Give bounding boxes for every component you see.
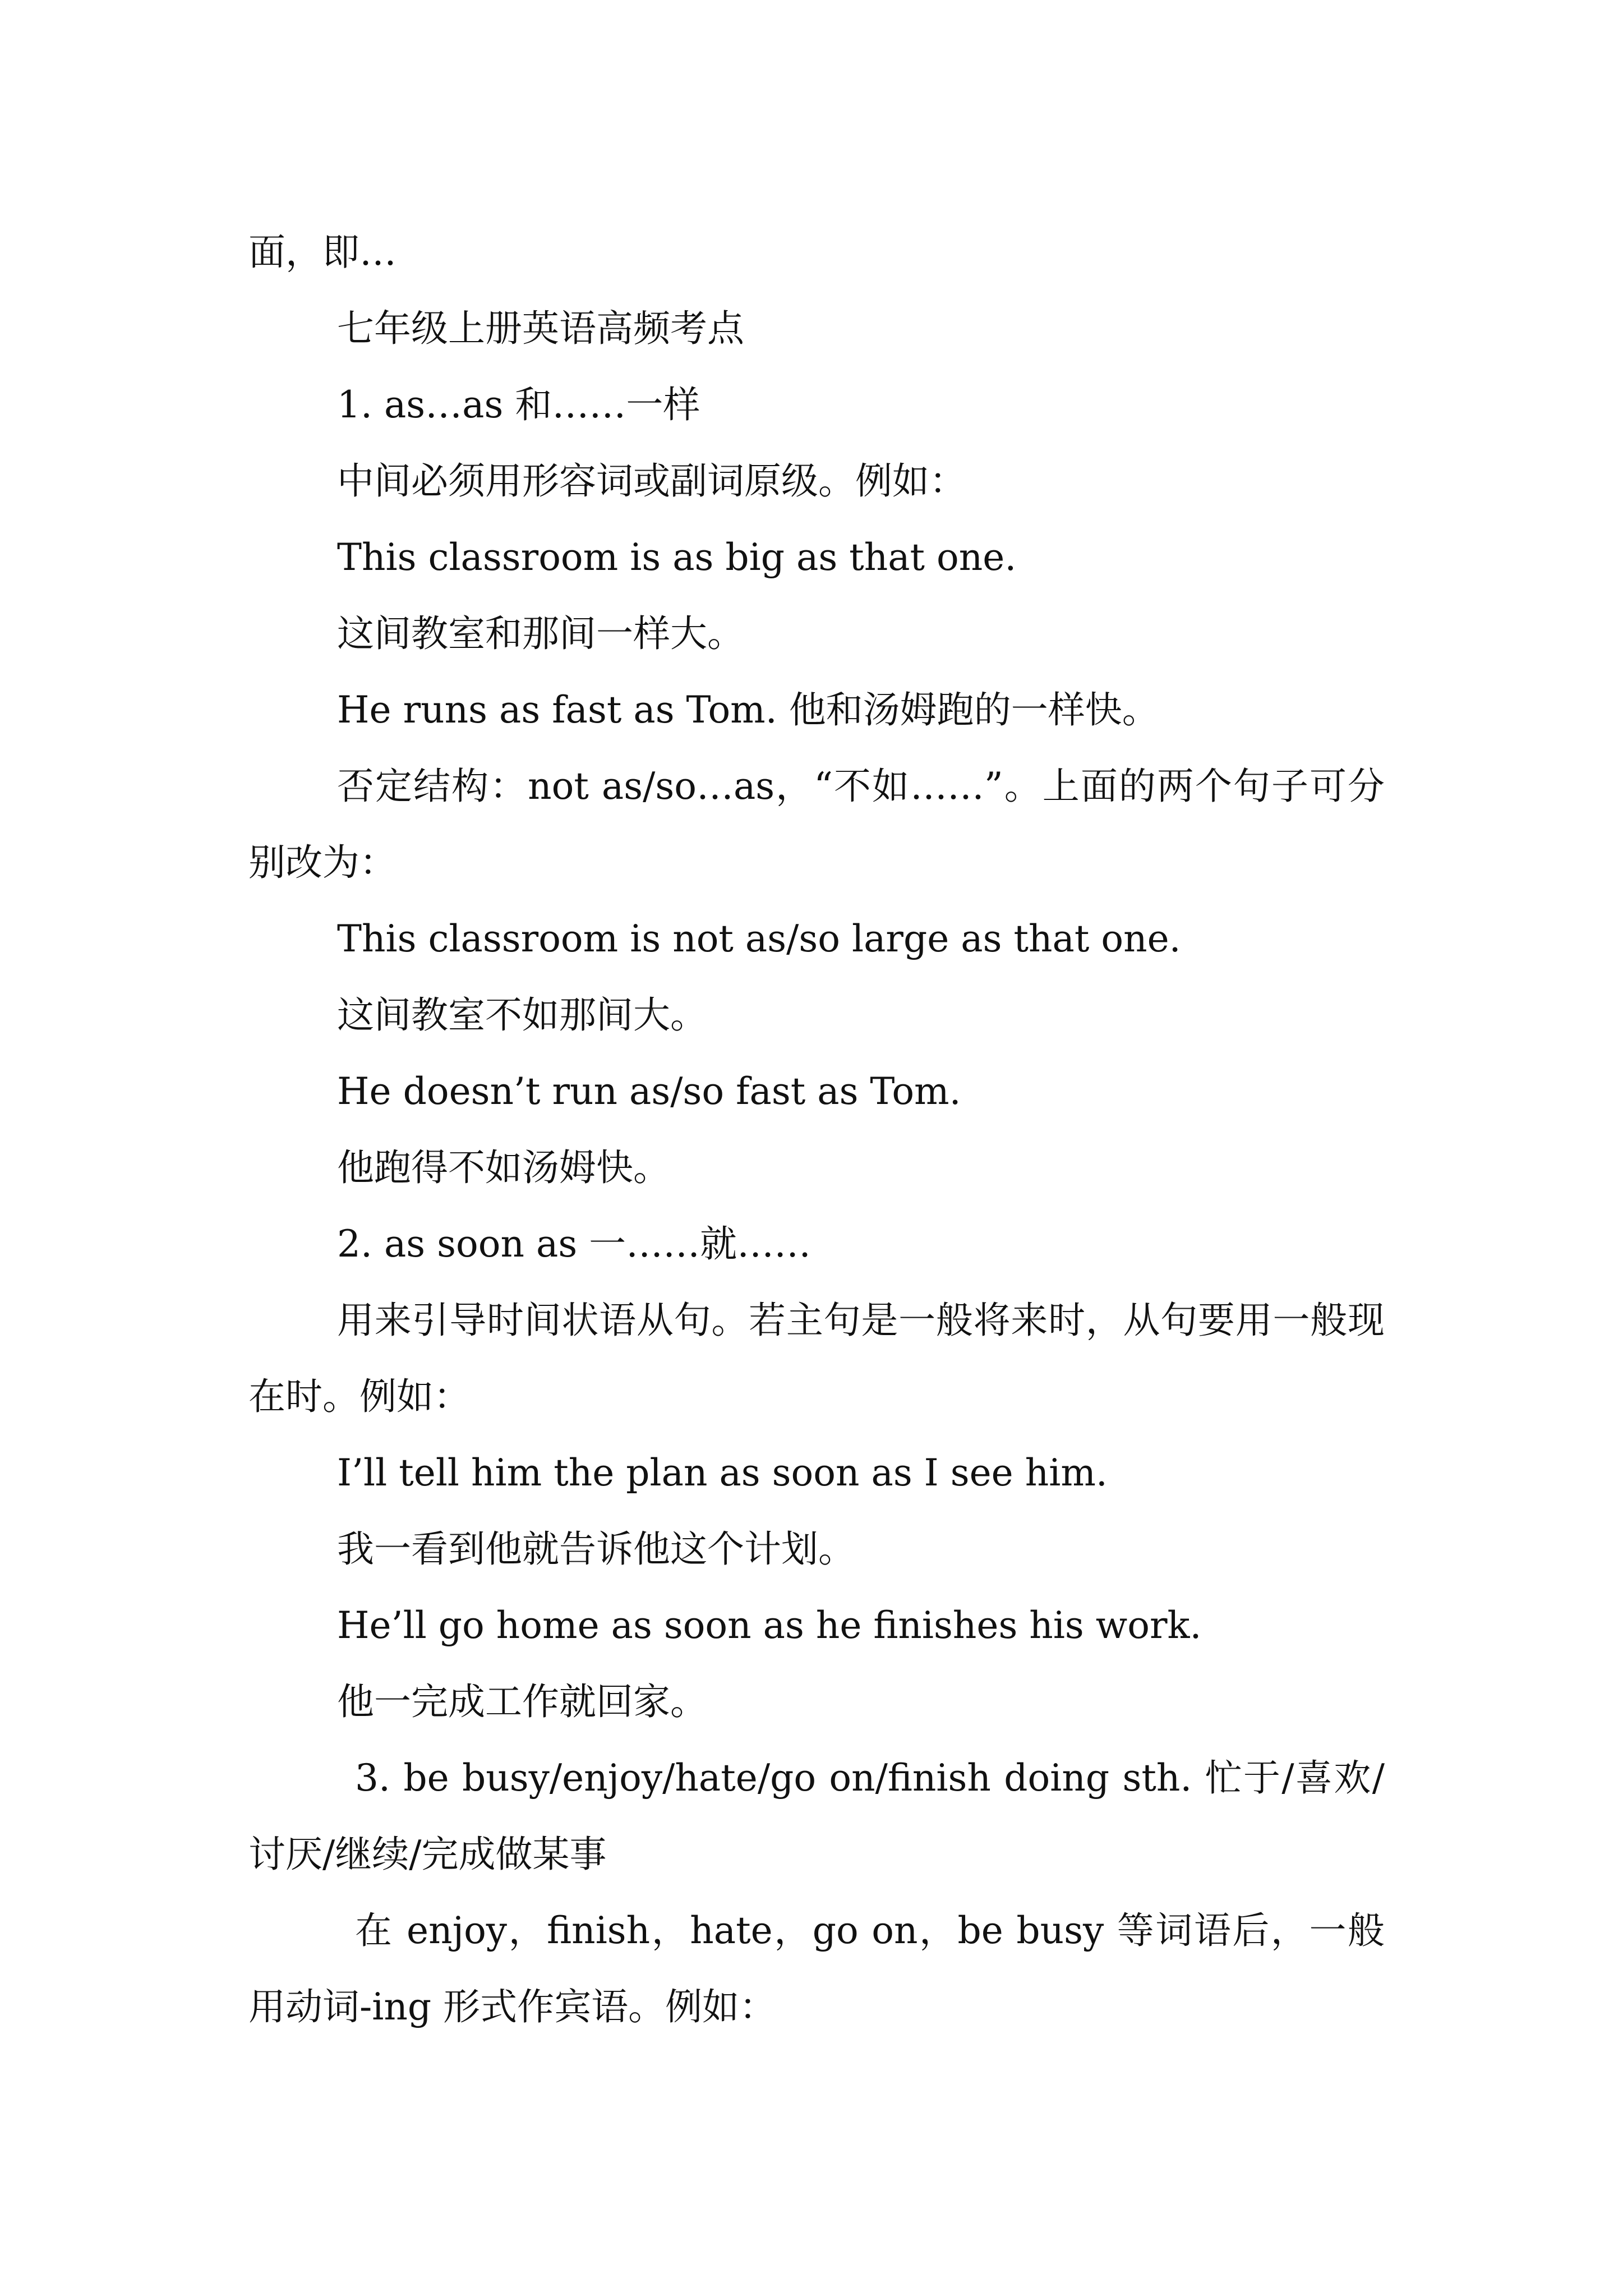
paragraph-text: 用来引导时间状语从句。若主句是一般将来时，从句要用一般现在时。例如：	[248, 1299, 1385, 1418]
paragraph-text: 在 enjoy，finish，hate，go on，be busy 等词语后，一般用动词-ing 形式作宾语。例如：	[248, 1909, 1385, 2028]
point-heading-1: 1. as…as 和……一样	[337, 383, 700, 426]
example-translation: 我一看到他就告诉他这个计划。	[337, 1527, 855, 1571]
example-sentence: He doesn’t run as/so fast as Tom.	[337, 1070, 961, 1113]
point-heading-3: 3. be busy/enjoy/hate/go on/finish doing sth. 忙于/喜欢/讨厌/继续/完成做某事	[248, 1756, 1385, 1876]
example-sentence: He runs as fast as Tom. 他和汤姆跑的一样快。	[337, 688, 1159, 731]
paragraph-text: 中间必须用形容词或副词原级。例如：	[337, 459, 966, 503]
example-sentence: This classroom is as big as that one.	[337, 536, 1017, 579]
example-translation: 这间教室不如那间大。	[337, 993, 707, 1037]
example-sentence: He’ll go home as soon as he finishes his work.	[337, 1604, 1202, 1647]
example-sentence: This classroom is not as/so large as that one.	[337, 917, 1181, 960]
example-translation: 他一完成工作就回家。	[337, 1680, 707, 1723]
paragraph-continuation: 面，即…	[248, 231, 396, 274]
document-body	[248, 214, 1385, 2045]
section-heading: 七年级上册英语高频考点	[337, 307, 744, 350]
point-heading-2: 2. as soon as 一……就……	[337, 1222, 811, 1266]
example-translation: 这间教室和那间一样大。	[337, 612, 744, 655]
example-translation: 他跑得不如汤姆快。	[337, 1146, 670, 1189]
example-sentence: I’ll tell him the plan as soon as I see him.	[337, 1451, 1108, 1494]
paragraph-text: 否定结构：not as/so…as，“不如……”。上面的两个句子可分别改为：	[248, 765, 1385, 884]
